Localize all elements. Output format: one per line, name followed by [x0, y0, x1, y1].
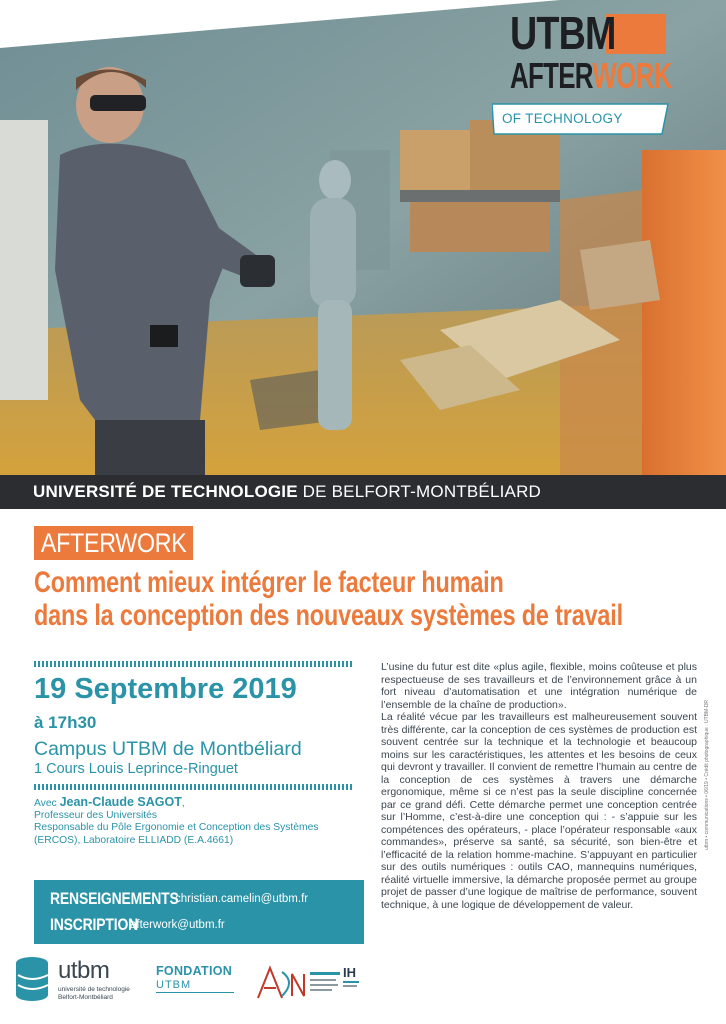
utbm-wordmark: utbm [58, 957, 110, 984]
event-time: à 17h30 [34, 713, 97, 732]
fondation-utbm-logo [156, 964, 234, 993]
event-campus: Campus UTBM de Montbéliard [34, 738, 302, 760]
utbm-subtitle-2: Belfort-Montbéliard [58, 994, 113, 1001]
contact-box [34, 880, 364, 944]
speaker-title: Professeur des Universités [34, 810, 158, 822]
banner-bold: UNIVERSITÉ DE TECHNOLOGIE [33, 482, 298, 501]
adn-logo [252, 962, 342, 1002]
info-email-link[interactable]: christian.camelin@utbm.fr [175, 893, 309, 905]
utbm-subtitle-1: université de technologie [58, 986, 130, 993]
logo-afterwork: AFTERWORK [510, 55, 672, 96]
university-banner [0, 475, 726, 509]
fondation-sub: UTBM [156, 979, 234, 993]
speaker-name: Jean-Claude SAGOT [59, 795, 182, 809]
utbm-cylinder-icon [14, 955, 54, 1003]
body-text [381, 661, 697, 911]
speaker-info: Avec Jean-Claude SAGOT, Professeur des Universités Responsable du Pôle Ergonomie et Conception des Systèmes (ERCOS), Laboratoire ELLIADD (E.A.4661) [34, 796, 364, 847]
info-label: RENSEIGNEMENTS [50, 889, 179, 908]
speaker-role: Responsable du Pôle Ergonomie et Conception des Systèmes [34, 822, 319, 834]
fondation-label: FONDATION [156, 964, 233, 978]
event-address: 1 Cours Louis Leprince-Ringuet [34, 761, 238, 777]
banner-rest: DE BELFORT-MONTBÉLIARD [297, 482, 542, 501]
utbm-afterwork-logo [492, 7, 702, 150]
afterwork-tag: AFTERWORK [34, 526, 193, 560]
registration-label: INSCRIPTION [50, 915, 139, 934]
dotted-divider-bottom [34, 784, 354, 790]
ih-logo: IH [343, 966, 361, 996]
speaker-lab: (ERCOS), Laboratoire ELLIADD (E.A.4661) [34, 834, 234, 846]
logo-of-technology: OF TECHNOLOGY [502, 111, 623, 126]
title-line-2: dans la conception des nouveaux systèmes de travail [34, 599, 623, 632]
photo-credit: utbm • communications • 06/19 • Crédit photographique : UTBM-DR [704, 699, 710, 850]
utbm-logo [14, 955, 134, 1005]
body-paragraph-2: La réalité vécue par les travailleurs est malheureusement souvent très différente, car la conception de ces systèmes de production est souvent centrée sur la technique et la technologie et beaucoup moins sur les caractéristiques, les attentes et les besoins de ceux qui devront y travailler. Il convient de remettre l’humain au centre de la conception de ces systèmes à travers une démarche ergonomique, même si ce n’est pas la seule discipline concernée par ce grand défi. Cette démarche permet une conception centrée sur l’Homme, c’est-à-dire une conception qui : - s’appuie sur les compétences des opérateurs, - place l’opérateur responsable «aux commandes», préserve sa santé, sa sécurité, son bien-être et l’efficacité de la relation homme-machine. S’appuyant en particulier sur des outils numériques : outils CAO, mannequins numériques, réalité virtuelle immersive, la démarche proposée permet au groupe projet de passer d’une logique de maîtrise de performance, souvent technique, à une logique de développement de valeur. [381, 711, 697, 911]
registration-email-link[interactable]: afterwork@utbm.fr [130, 919, 225, 931]
dotted-divider-top [34, 661, 354, 667]
event-date: 19 Septembre 2019 [34, 673, 297, 705]
body-paragraph-1: L’usine du futur est dite «plus agile, flexible, moins coûteuse et plus respectueuse de ses travailleurs et de l’environnement grâce à un fort niveau d’automatisation et une intégration numérique de l’ensemble de la chaîne de production». [381, 661, 697, 711]
title-line-1: Comment mieux intégrer le facteur humain [34, 566, 504, 599]
logo-utbm: UTBM [510, 7, 616, 59]
